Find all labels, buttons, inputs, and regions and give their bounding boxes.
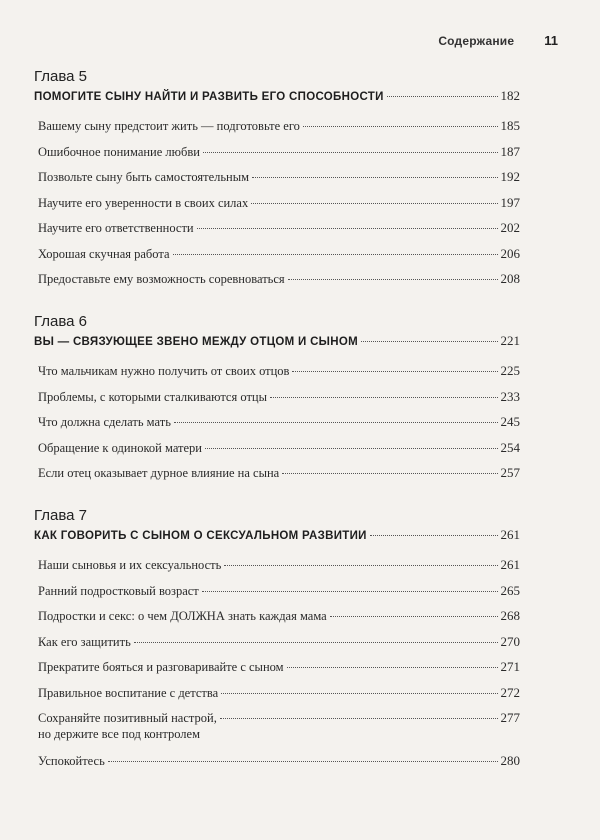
entry-title: Проблемы, с которыми сталкиваются отцы xyxy=(38,389,267,404)
entry-title: Позвольте сыну быть самостоятельным xyxy=(38,170,250,184)
dot-leader xyxy=(361,341,498,342)
entry-title: Хорошая скучная работа xyxy=(38,246,170,261)
toc-entry[interactable] xyxy=(38,685,520,711)
dot-leader xyxy=(370,535,498,536)
dot-leader xyxy=(224,565,497,566)
chapter-7 xyxy=(34,507,520,779)
dot-leader xyxy=(108,761,498,762)
chapter-6 xyxy=(34,313,520,491)
dot-leader xyxy=(251,203,497,204)
dot-leader xyxy=(252,177,497,178)
entry-page: 192 xyxy=(500,169,520,184)
entry-page: 187 xyxy=(500,143,520,159)
toc-entry[interactable] xyxy=(38,753,520,779)
dot-leader xyxy=(292,371,497,372)
dot-leader xyxy=(220,718,498,719)
entry-title: Научите его уверенности в своих силах xyxy=(38,195,249,210)
dot-leader xyxy=(203,152,498,153)
entry-page: 208 xyxy=(500,271,520,286)
toc-entry[interactable] xyxy=(38,583,520,609)
dot-leader xyxy=(387,96,498,97)
entry-title: Что должна сделать мать xyxy=(38,415,171,429)
dot-leader xyxy=(287,667,498,668)
entry-title: Правильное воспитание с детства xyxy=(38,685,219,700)
entry-page: 277 xyxy=(500,710,520,725)
entry-title: Прекратите бояться и разговаривайте с сыном xyxy=(38,660,284,674)
dot-leader xyxy=(303,126,498,127)
toc-entry[interactable] xyxy=(38,659,520,685)
toc-entry[interactable] xyxy=(38,710,520,753)
chapter-label: Глава 6 xyxy=(34,313,88,330)
entry-page: 265 xyxy=(500,582,520,598)
entry-title: Вашему сыну предстоит жить — подготовьте его xyxy=(38,119,300,133)
entry-title: Успокойтесь xyxy=(38,754,105,768)
entry-list xyxy=(38,363,520,491)
entry-title: Что мальчикам нужно получить от своих отцов xyxy=(38,364,290,378)
toc-entry[interactable] xyxy=(38,169,520,195)
entry-page: 280 xyxy=(500,753,520,768)
toc-entry[interactable] xyxy=(38,246,520,272)
toc-entry[interactable] xyxy=(38,608,520,634)
entry-page: 261 xyxy=(500,557,520,572)
toc-entry[interactable] xyxy=(38,440,520,466)
chapter-title-row[interactable] xyxy=(34,88,520,110)
entry-title: Сохраняйте позитивный настрой, xyxy=(38,711,217,725)
entry-title-line2: но держите все под контролем xyxy=(38,727,200,741)
entry-page: 272 xyxy=(500,684,520,700)
toc-entry[interactable] xyxy=(38,414,520,440)
dot-leader xyxy=(173,254,498,255)
dot-leader xyxy=(205,448,498,449)
entry-page: 185 xyxy=(500,118,520,133)
toc-entry[interactable] xyxy=(38,557,520,583)
entry-page: 270 xyxy=(500,633,520,649)
entry-title: Обращение к одинокой матери xyxy=(38,440,202,455)
chapter-title-row[interactable] xyxy=(34,333,520,355)
dot-leader xyxy=(174,422,498,423)
chapter-title: КАК ГОВОРИТЬ С СЫНОМ О СЕКСУАЛЬНОМ РАЗВИТИИ xyxy=(34,530,367,542)
dot-leader xyxy=(202,591,498,592)
entry-title-block xyxy=(38,710,217,742)
toc-entry[interactable] xyxy=(38,389,520,415)
entry-list xyxy=(38,118,520,297)
page-number: 11 xyxy=(544,33,558,48)
entry-page: 271 xyxy=(500,659,520,674)
running-head-title: Содержание xyxy=(438,34,515,48)
entry-page: 233 xyxy=(500,388,520,404)
running-head xyxy=(438,33,558,48)
entry-page: 268 xyxy=(500,608,520,623)
entry-title: Ранний подростковый возраст xyxy=(38,583,199,598)
entry-page: 257 xyxy=(500,465,520,480)
toc-entry[interactable] xyxy=(38,465,520,491)
dot-leader xyxy=(288,279,498,280)
entry-title: Наши сыновья и их сексуальность xyxy=(38,558,222,572)
toc-entry[interactable] xyxy=(38,195,520,221)
chapter-page: 221 xyxy=(500,333,520,348)
entry-page: 245 xyxy=(500,414,520,429)
entry-page: 225 xyxy=(500,363,520,378)
entry-title: Подростки и секс: о чем ДОЛЖНА знать каждая мама xyxy=(38,609,327,623)
toc-entry[interactable] xyxy=(38,363,520,389)
entry-title: Научите его ответственности xyxy=(38,221,194,235)
dot-leader xyxy=(282,473,497,474)
entry-page: 206 xyxy=(500,245,520,261)
dot-leader xyxy=(197,228,498,229)
entry-title: Если отец оказывает дурное влияние на сына xyxy=(38,466,280,480)
toc-entry[interactable] xyxy=(38,634,520,660)
chapter-title: ВЫ — СВЯЗУЮЩЕЕ ЗВЕНО МЕЖДУ ОТЦОМ И СЫНОМ xyxy=(34,336,358,348)
entry-title: Как его защитить xyxy=(38,634,131,649)
toc-entry[interactable] xyxy=(38,220,520,246)
toc-entry[interactable] xyxy=(38,144,520,170)
entry-page: 202 xyxy=(500,220,520,235)
chapter-label: Глава 7 xyxy=(34,507,88,524)
entry-list xyxy=(38,557,520,779)
dot-leader xyxy=(221,693,497,694)
toc-entry[interactable] xyxy=(38,118,520,144)
chapter-label: Глава 5 xyxy=(34,68,88,85)
entry-page: 254 xyxy=(500,439,520,455)
dot-leader xyxy=(330,616,498,617)
chapter-title-row[interactable] xyxy=(34,527,520,549)
entry-title: Предоставьте ему возможность соревноваться xyxy=(38,272,285,286)
chapter-page: 182 xyxy=(500,88,520,103)
entry-title: Ошибочное понимание любви xyxy=(38,144,200,159)
chapter-title: ПОМОГИТЕ СЫНУ НАЙТИ И РАЗВИТЬ ЕГО СПОСОБНОСТИ xyxy=(34,91,384,103)
chapter-5 xyxy=(34,68,520,297)
entry-page: 197 xyxy=(500,194,520,210)
dot-leader xyxy=(134,642,498,643)
toc-entry[interactable] xyxy=(38,271,520,297)
dot-leader xyxy=(270,397,498,398)
chapter-page: 261 xyxy=(500,527,520,542)
